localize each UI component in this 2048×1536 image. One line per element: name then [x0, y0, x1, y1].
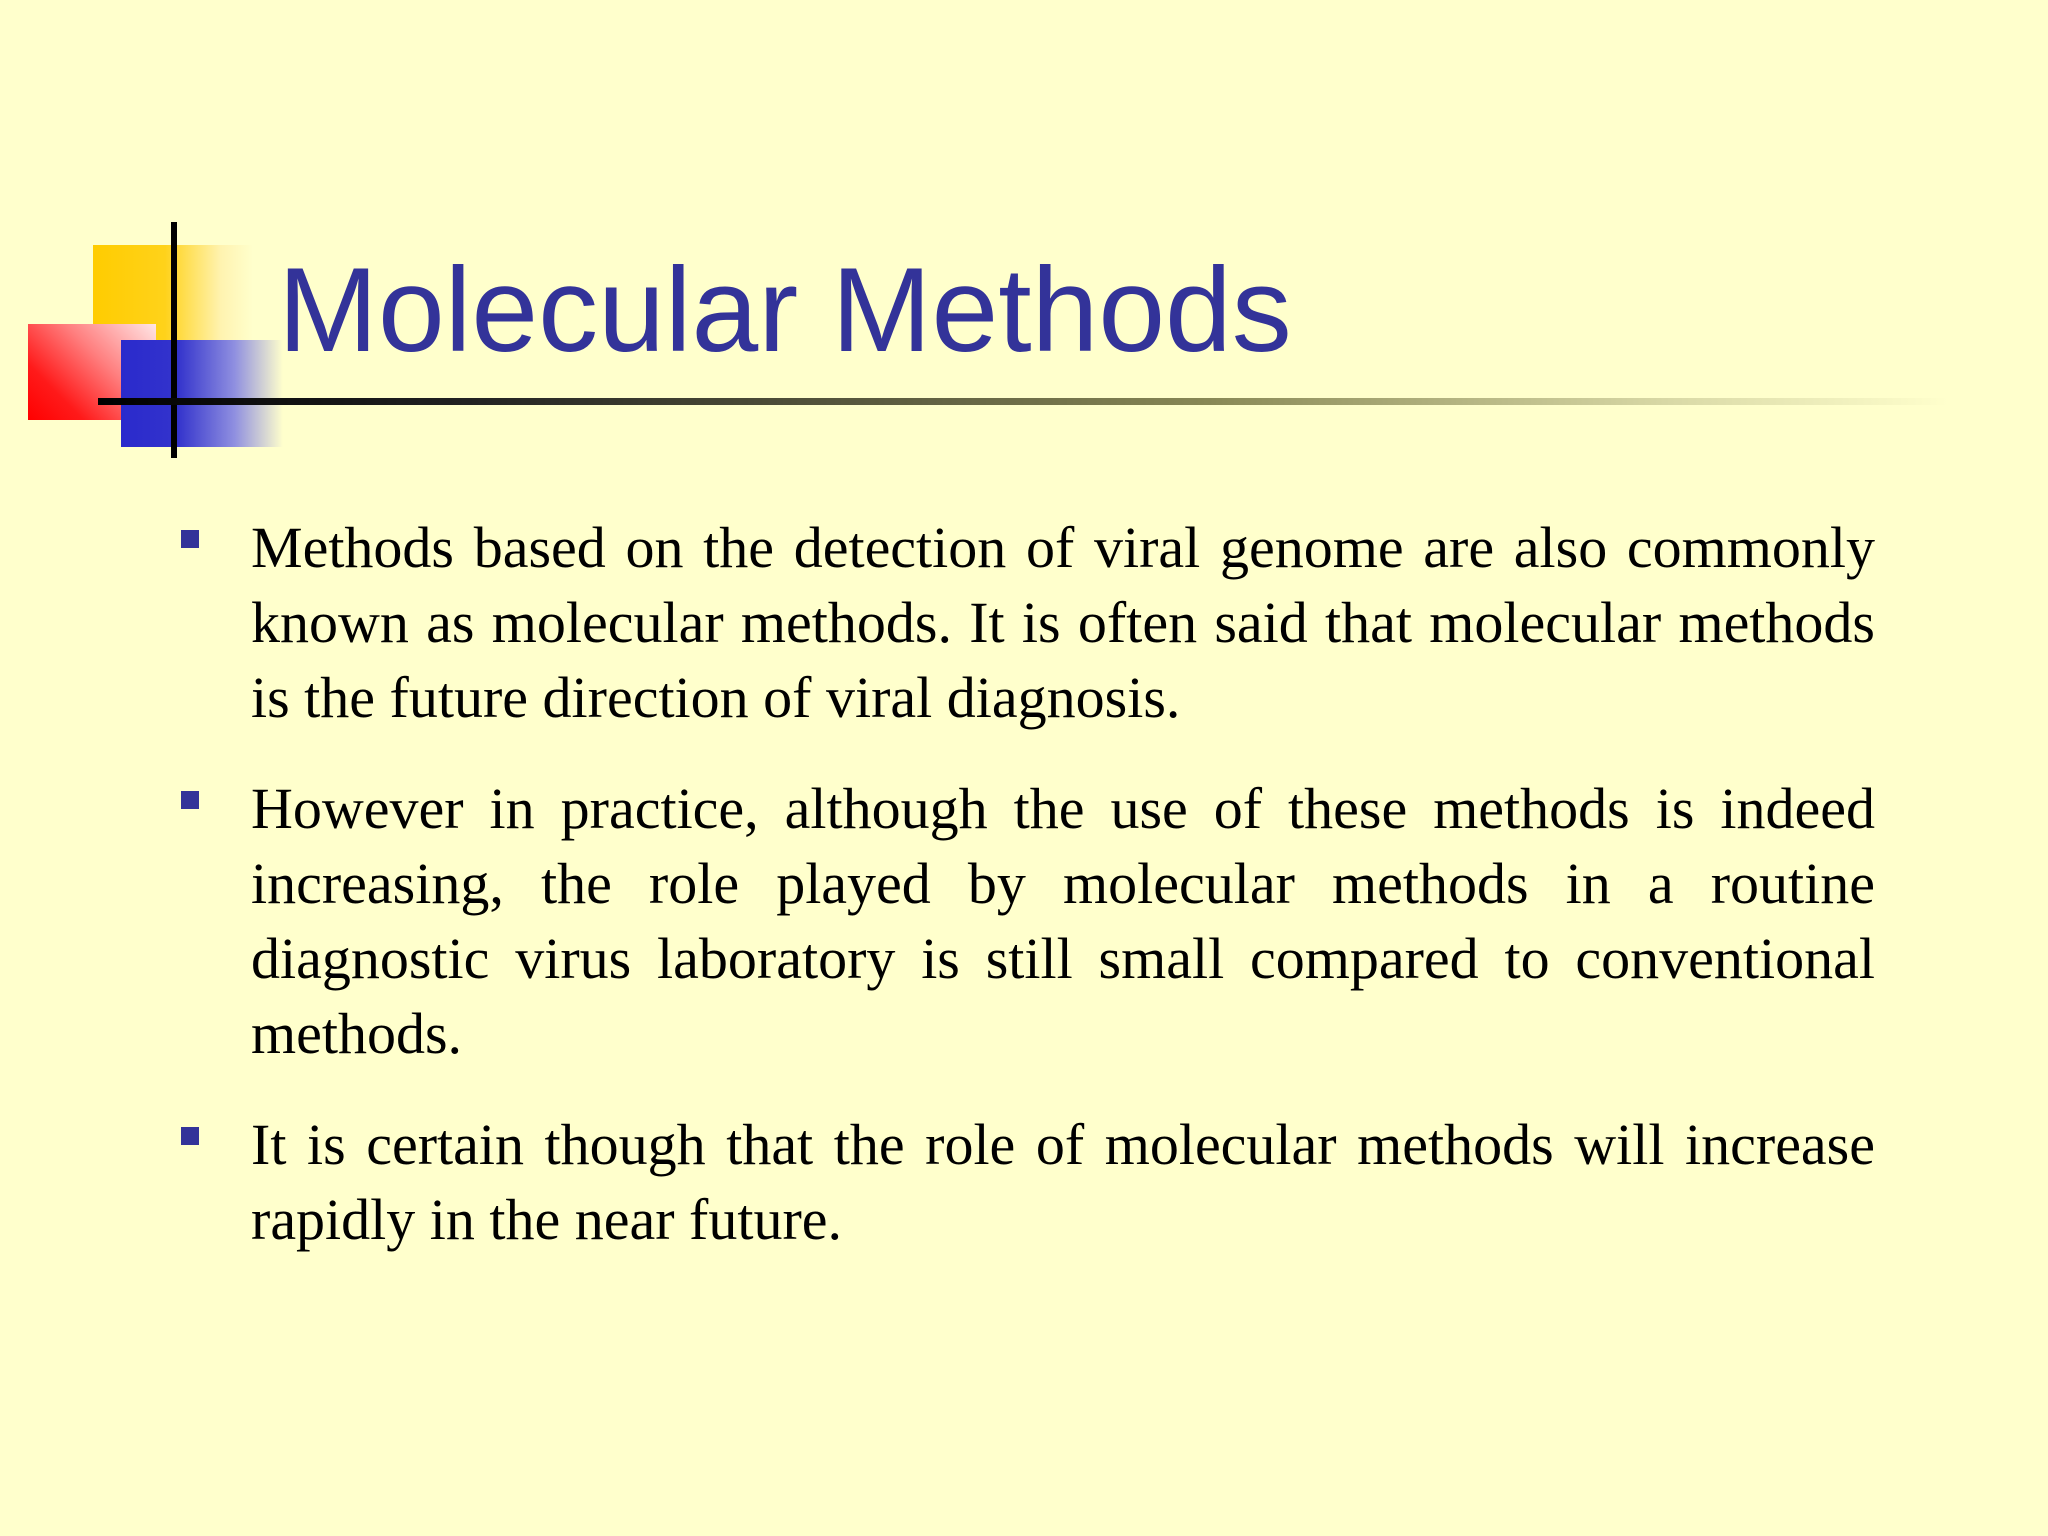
bullet-list	[175, 510, 1875, 1293]
bullet-item	[175, 771, 1875, 1071]
square-bullet-icon	[181, 1127, 199, 1145]
bullet-text: However in practice, although the use of these methods is indeed increasing, the role played by molecular methods in a routine diagnostic virus laboratory is still small compared to conventional methods.	[251, 776, 1875, 1066]
bullet-text: It is certain though that the role of molecular methods will increase rapidly in the near future.	[251, 1112, 1875, 1252]
logo-blue-square	[121, 340, 283, 447]
logo-vertical-line	[171, 222, 177, 458]
slide-title: Molecular Methods	[278, 243, 1292, 377]
square-bullet-icon	[181, 791, 199, 809]
bullet-item	[175, 510, 1875, 735]
square-bullet-icon	[181, 530, 199, 548]
bullet-item	[175, 1107, 1875, 1257]
bullet-text: Methods based on the detection of viral genome are also commonly known as molecular methods. It is often said that molecular methods is the future direction of viral diagnosis.	[251, 515, 1875, 730]
title-underline	[98, 398, 1948, 405]
